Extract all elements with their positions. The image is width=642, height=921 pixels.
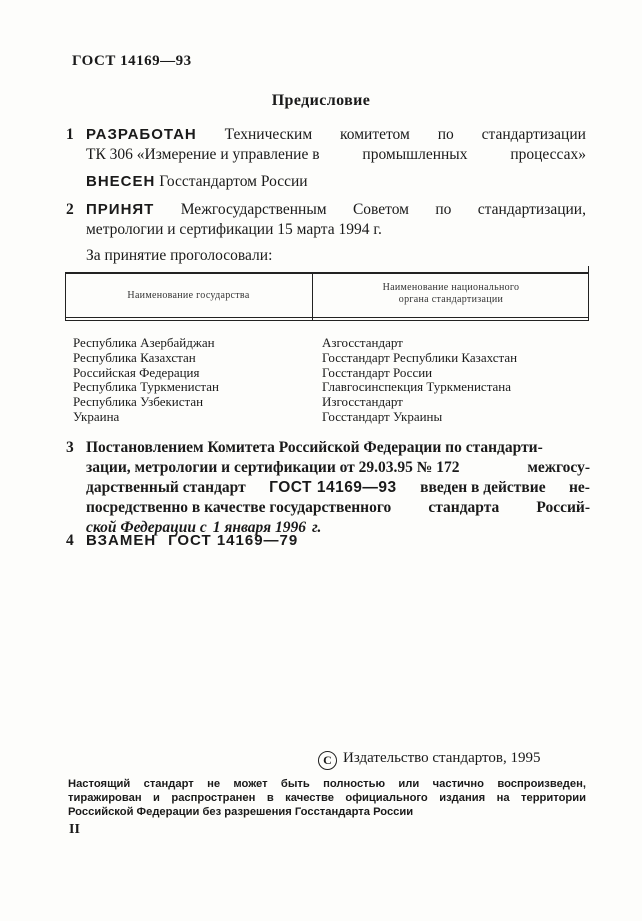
table-rule-header — [65, 317, 589, 318]
voters-label: За принятие проголосовали: — [86, 247, 273, 264]
text-line — [86, 125, 586, 145]
copyright-notice — [68, 777, 586, 819]
text-line: Постановлением Комитета Российской Федерации по стандарти- — [86, 439, 543, 456]
gost-reference: ГОСТ 14169—93 — [269, 479, 397, 496]
item-number: 1 — [66, 126, 74, 143]
item-number: 4 — [66, 532, 74, 549]
text-fragment: дарственный стандарт — [86, 479, 246, 496]
text-fragment: ТК 306 «Измерение и управление в — [86, 146, 320, 163]
table-cell-body: Азгосстандарт — [322, 335, 403, 350]
item-number: 3 — [66, 439, 74, 456]
notice-line — [68, 805, 586, 819]
table-cell-body: Госстандарт России — [322, 364, 433, 380]
word: по — [435, 201, 452, 218]
notice-line — [68, 777, 586, 791]
table-header-body — [313, 282, 589, 306]
voting-table — [65, 272, 589, 424]
text-fragment: Россий- — [536, 499, 590, 516]
keyword-introduced: ВНЕСЕН — [86, 173, 156, 190]
text-fragment: стандарта — [428, 499, 500, 516]
text-line — [86, 458, 590, 478]
table-cell-state: Республика Узбекистан — [73, 394, 204, 410]
text-line — [86, 478, 590, 498]
word: Межгосударственным — [180, 201, 327, 218]
item-body — [86, 438, 590, 538]
replaced-standard: ГОСТ 14169—79 — [168, 532, 299, 549]
keyword-adopted: ПРИНЯТ — [86, 201, 155, 218]
preface-title: Предисловие — [271, 92, 371, 109]
table-cell-body: Госстандарт Республики Казахстан — [322, 349, 518, 365]
notice-text: Российской Федерации без разрешения Госстандарта России — [68, 806, 414, 818]
text-fragment: ской Федерации с — [86, 519, 207, 536]
notice-text: тиражирован и распространен в качестве официального издания на территории — [68, 792, 586, 804]
introduced-by-text: Госстандартом России — [159, 173, 308, 190]
word: стандартизации, — [477, 201, 586, 218]
publisher-text: Издательство стандартов, 1995 — [343, 750, 541, 766]
keyword-developed: РАЗРАБОТАН — [86, 126, 197, 143]
header-line: Наименование национального — [382, 282, 520, 293]
states-column — [73, 336, 219, 425]
item-body — [86, 125, 586, 165]
item-body — [86, 200, 586, 240]
notice-line — [68, 791, 586, 805]
text-fragment: не- — [568, 479, 590, 496]
notice-text: Настоящий стандарт не может быть полностью или частично воспроизведен, — [68, 778, 586, 790]
bodies-column — [322, 336, 517, 425]
text-line — [86, 145, 586, 165]
word: стандартизации — [481, 126, 586, 143]
publisher-line — [318, 750, 540, 770]
text-fragment: процессах» — [510, 146, 586, 163]
table-cell-body: Изгосстандарт — [322, 394, 403, 410]
word: Советом — [352, 201, 409, 218]
table-rule-top — [65, 272, 589, 274]
word: по — [437, 126, 454, 143]
table-rule-header-double — [65, 320, 589, 321]
text-fragment: зации, метрологии и сертификации от 29.03.95 № 172 — [86, 459, 460, 476]
text-line — [86, 498, 590, 518]
table-cell-body: Госстандарт Украины — [322, 408, 443, 424]
text-line — [86, 200, 586, 220]
table-cell-state: Российская Федерация — [73, 364, 200, 380]
effective-date: 1 января 1996 — [212, 519, 306, 536]
gost-number-header: ГОСТ 14169—93 — [72, 53, 192, 69]
text-fragment: введен в действие — [420, 479, 546, 496]
table-header-state: Наименование государства — [127, 290, 250, 301]
table-cell-state: Республика Туркменистан — [73, 379, 219, 395]
text-line: метрологии и сертификации 15 марта 1994 г. — [86, 221, 382, 238]
keyword-replaces: ВЗАМЕН — [86, 532, 157, 549]
text-fragment: посредственно в качестве государственного — [86, 499, 392, 516]
table-cell-body: Главгосинспекция Туркменистана — [322, 379, 512, 395]
word: комитетом — [340, 126, 410, 143]
header-line: органа стандартизации — [398, 294, 504, 305]
item-body — [86, 531, 298, 551]
text-fragment: г. — [311, 519, 322, 536]
page-number: II — [69, 822, 80, 837]
item-number: 2 — [66, 201, 74, 218]
text-fragment: межгосу- — [527, 459, 590, 476]
introduced-by — [86, 173, 308, 191]
table-cell-state: Республика Казахстан — [73, 349, 196, 365]
table-cell-state: Украина — [73, 408, 120, 424]
text-fragment: промышленных — [362, 146, 468, 163]
word: Техническим — [224, 126, 313, 143]
table-cell-state: Республика Азербайджан — [73, 335, 215, 350]
copyright-icon: С — [318, 751, 337, 770]
